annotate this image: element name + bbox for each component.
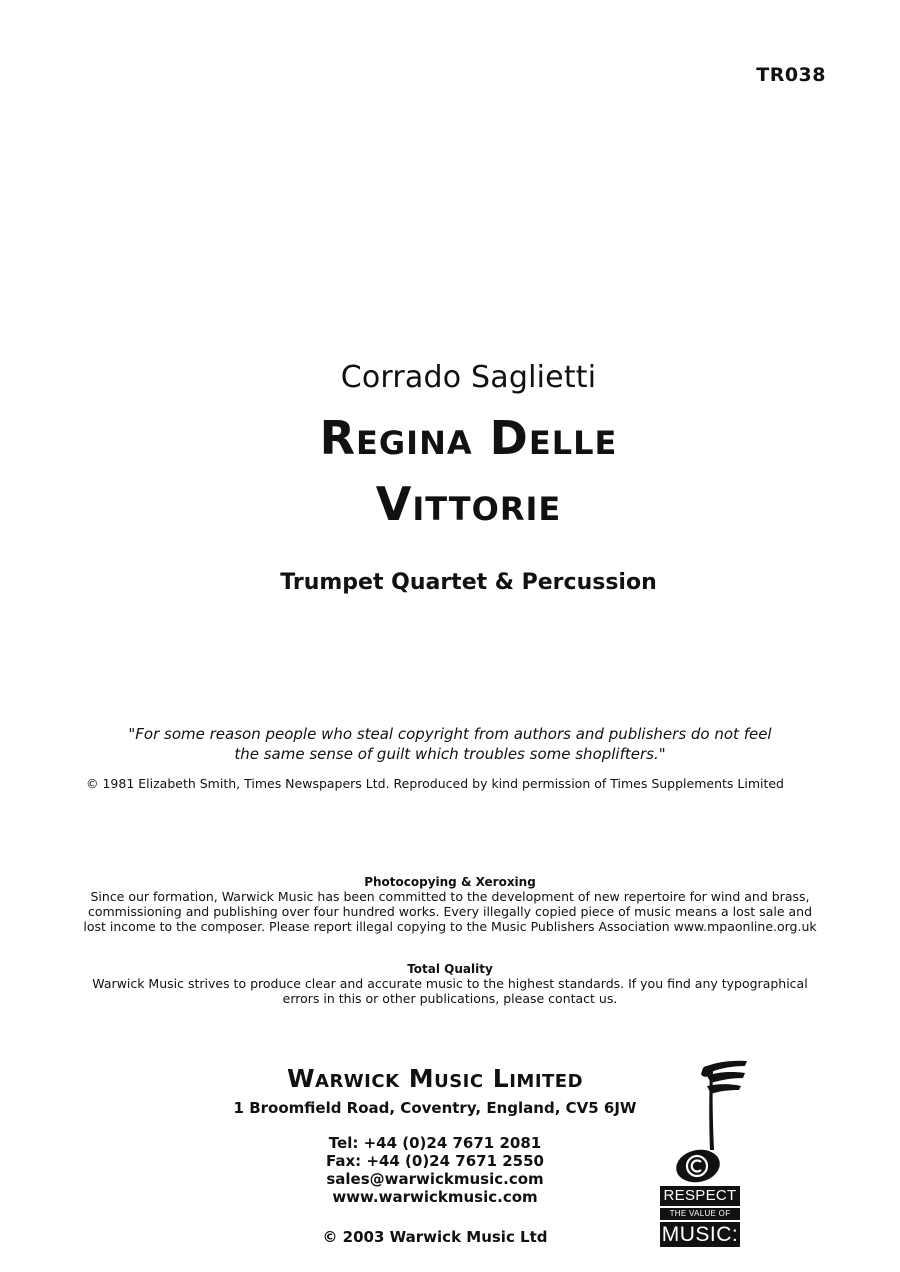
photocopying-text (0, 889, 900, 934)
respect-music-logo (655, 1058, 750, 1253)
publisher-name: Warwick Music Limited (286, 1064, 584, 1093)
quality-heading: Total Quality (407, 962, 493, 976)
title-line-2: Vittorie (375, 477, 562, 531)
publisher-tel: Tel: +44 (0)24 7671 2081 (328, 1134, 542, 1152)
photocopying-line-2: commissioning and publishing over four hundred works. Every illegally copied piece of music means a lost sale and (87, 904, 813, 919)
quote-line-1: "For some reason people who steal copyright from authors and publishers do not feel (128, 725, 772, 743)
copyright-quote (0, 724, 900, 764)
logo-the-value-of-text: THE VALUE OF (660, 1208, 740, 1220)
music-note-copyright-icon (655, 1058, 750, 1186)
title-line-1: Regina Delle (319, 411, 618, 465)
quote-line-2: the same sense of guilt which troubles some shoplifters." (234, 745, 666, 763)
publisher-copyright: © 2003 Warwick Music Ltd (322, 1228, 548, 1246)
publisher-email[interactable]: sales@warwickmusic.com (326, 1170, 544, 1188)
photocopying-heading: Photocopying & Xeroxing (364, 875, 536, 889)
photocopying-line-3: lost income to the composer. Please report illegal copying to the Music Publishers Association www.mpaonline.org.uk (83, 919, 817, 934)
quality-text (0, 976, 900, 1006)
publisher-fax: Fax: +44 (0)24 7671 2550 (325, 1152, 544, 1170)
quote-credit: © 1981 Elizabeth Smith, Times Newspapers Ltd. Reproduced by kind permission of Times Supplements Limited (86, 776, 784, 791)
catalogue-code: TR038 (756, 64, 826, 86)
publisher-website[interactable]: www.warwickmusic.com (332, 1188, 538, 1206)
photocopying-line-1: Since our formation, Warwick Music has been committed to the development of new repertoire for wind and brass, (90, 889, 810, 904)
logo-music-text: MUSIC: (661, 1223, 739, 1246)
logo-respect-text: RESPECT (660, 1186, 740, 1206)
instrumentation: Trumpet Quartet & Percussion (280, 570, 657, 595)
composer-name: Corrado Saglietti (340, 360, 597, 395)
publisher-address: 1 Broomfield Road, Coventry, England, CV5 6JW (233, 1099, 637, 1117)
quality-line-1: Warwick Music strives to produce clear and accurate music to the highest standards. If you find any typographical (92, 976, 808, 991)
quality-line-2: errors in this or other publications, please contact us. (282, 991, 618, 1006)
